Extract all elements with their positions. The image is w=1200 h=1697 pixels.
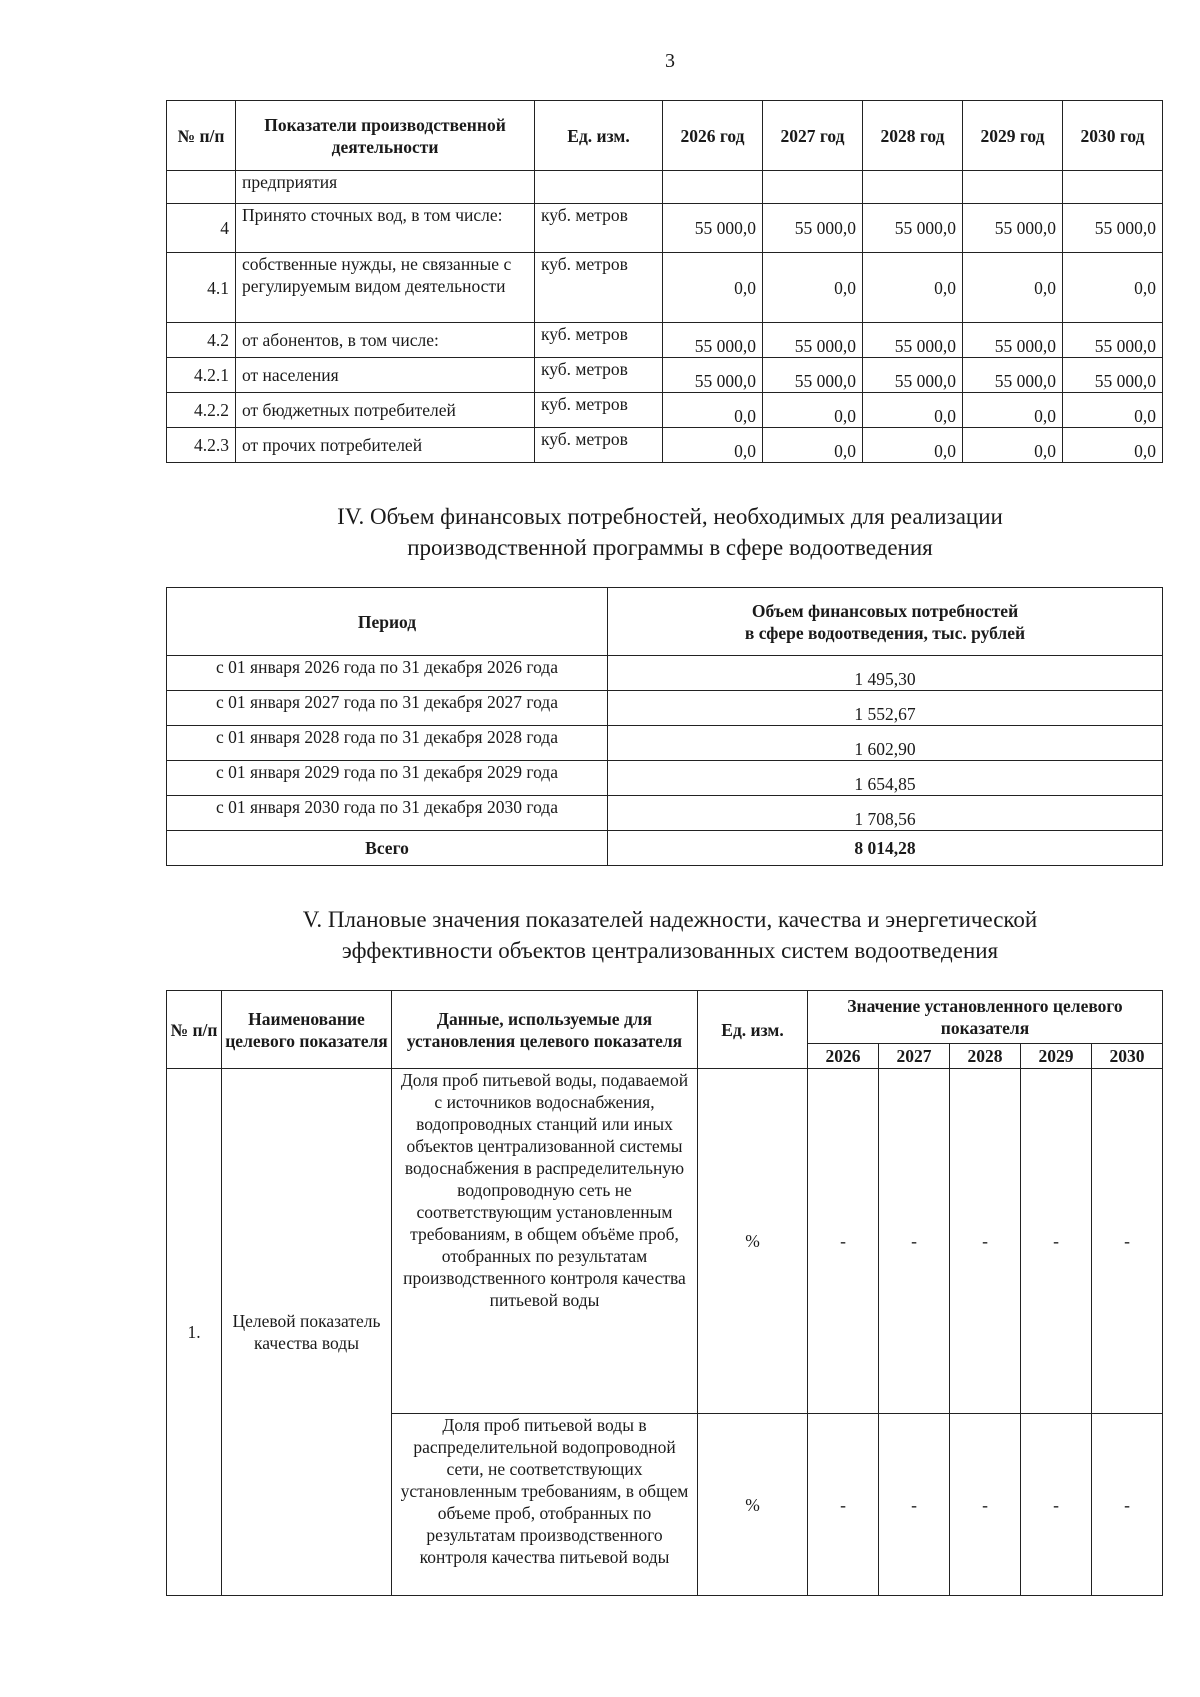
value-cell: 1 495,30 (608, 656, 1163, 691)
row-name: предприятия (236, 171, 535, 204)
row-unit (535, 171, 663, 204)
row-value: 0,0 (663, 393, 763, 428)
row-value: 0,0 (963, 393, 1063, 428)
table-row (167, 1069, 1163, 1414)
header-year: 2029 (1021, 1044, 1092, 1069)
row-value: - (879, 1069, 950, 1414)
row-value: 0,0 (1063, 253, 1163, 323)
row-name: от населения (236, 358, 535, 393)
table-row (167, 358, 1163, 393)
header-data-used: Данные, используемые для установления целевого показателя (392, 991, 698, 1069)
row-num: 4.1 (167, 253, 236, 323)
period-cell: с 01 января 2028 года по 31 декабря 2028 года (167, 726, 608, 761)
row-value: 55 000,0 (963, 323, 1063, 358)
row-unit: куб. метров (535, 358, 663, 393)
header-indicator: Показатели производственной деятельности (236, 101, 535, 171)
row-value: 55 000,0 (963, 204, 1063, 253)
period-cell: с 01 января 2030 года по 31 декабря 2030 года (167, 796, 608, 831)
row-value: 0,0 (863, 393, 963, 428)
row-value: 55 000,0 (763, 358, 863, 393)
row-num: 4.2.1 (167, 358, 236, 393)
header-num: № п/п (167, 991, 222, 1069)
table-row (167, 393, 1163, 428)
row-num (167, 171, 236, 204)
row-value (763, 171, 863, 204)
row-value: 55 000,0 (1063, 204, 1163, 253)
row-value: 0,0 (763, 393, 863, 428)
value-cell: 1 654,85 (608, 761, 1163, 796)
total-label: Всего (167, 831, 608, 866)
table-header-row (167, 101, 1163, 171)
row-value: 0,0 (963, 253, 1063, 323)
value-cell: 1 602,90 (608, 726, 1163, 761)
row-unit: % (698, 1414, 808, 1596)
row-value: - (1021, 1069, 1092, 1414)
header-year: 2026 (808, 1044, 879, 1069)
header-year: 2028 год (863, 101, 963, 171)
header-num: № п/п (167, 101, 236, 171)
header-unit: Ед. изм. (535, 101, 663, 171)
period-cell: с 01 января 2029 года по 31 декабря 2029 года (167, 761, 608, 796)
row-value: - (808, 1069, 879, 1414)
header-financial-volume (608, 588, 1163, 656)
row-name: Принято сточных вод, в том числе: (236, 204, 535, 253)
row-unit: куб. метров (535, 253, 663, 323)
header-year: 2027 год (763, 101, 863, 171)
table-header-row (167, 588, 1163, 656)
section-4-title (0, 501, 1200, 563)
value-cell: 1 552,67 (608, 691, 1163, 726)
section-4-title-line: IV. Объем финансовых потребностей, необходимых для реализации (337, 504, 1003, 529)
section-5-title-line: V. Плановые значения показателей надежности, качества и энергетической (302, 907, 1038, 932)
period-cell: с 01 января 2027 года по 31 декабря 2027 года (167, 691, 608, 726)
row-value: 0,0 (763, 428, 863, 463)
row-indicator-name: Целевой показатель качества воды (222, 1069, 392, 1596)
row-name: от бюджетных потребителей (236, 393, 535, 428)
row-value: - (1092, 1069, 1163, 1414)
row-value: - (1021, 1414, 1092, 1596)
row-value: 55 000,0 (763, 323, 863, 358)
section-4-title-line: производственной программы в сфере водоотведения (407, 535, 933, 560)
row-value: 0,0 (963, 428, 1063, 463)
row-value: 55 000,0 (863, 204, 963, 253)
row-num: 4.2.3 (167, 428, 236, 463)
header-line: в сфере водоотведения, тыс. рублей (744, 622, 1026, 643)
header-year: 2030 (1092, 1044, 1163, 1069)
row-value (863, 171, 963, 204)
section-5-title-line: эффективности объектов централизованных систем водоотведения (341, 938, 999, 963)
header-year: 2026 год (663, 101, 763, 171)
row-value: 0,0 (863, 253, 963, 323)
row-value: 0,0 (663, 428, 763, 463)
row-value: 55 000,0 (1063, 323, 1163, 358)
header-unit: Ед. изм. (698, 991, 808, 1069)
table-row (167, 691, 1163, 726)
row-value: 55 000,0 (863, 323, 963, 358)
row-value: 55 000,0 (663, 323, 763, 358)
row-unit: % (698, 1069, 808, 1414)
row-value: 55 000,0 (863, 358, 963, 393)
row-value: 55 000,0 (663, 204, 763, 253)
row-name: от прочих потребителей (236, 428, 535, 463)
row-num: 4.2.2 (167, 393, 236, 428)
period-cell: с 01 января 2026 года по 31 декабря 2026 года (167, 656, 608, 691)
header-year: 2030 год (1063, 101, 1163, 171)
production-table (166, 100, 1163, 463)
table-row (167, 761, 1163, 796)
header-year: 2029 год (963, 101, 1063, 171)
target-indicators-table (166, 990, 1163, 1596)
header-year: 2028 (950, 1044, 1021, 1069)
row-value: 0,0 (1063, 393, 1163, 428)
header-period: Период (167, 588, 608, 656)
row-value: 55 000,0 (663, 358, 763, 393)
row-value: 55 000,0 (963, 358, 1063, 393)
row-value: 0,0 (863, 428, 963, 463)
header-value-group: Значение установленного целевого показателя (808, 991, 1163, 1044)
row-unit: куб. метров (535, 204, 663, 253)
row-value (663, 171, 763, 204)
row-value (1063, 171, 1163, 204)
row-value: 0,0 (663, 253, 763, 323)
financial-needs-table (166, 587, 1163, 866)
row-name: собственные нужды, не связанные с регулируемым видом деятельности (236, 253, 535, 323)
row-value: - (808, 1414, 879, 1596)
row-value: - (950, 1069, 1021, 1414)
row-value (963, 171, 1063, 204)
row-value: - (1092, 1414, 1163, 1596)
total-row (167, 831, 1163, 866)
row-unit: куб. метров (535, 428, 663, 463)
table-row (167, 726, 1163, 761)
section-5-title (0, 904, 1200, 966)
row-name: от абонентов, в том числе: (236, 323, 535, 358)
header-indicator-name: Наименование целевого показателя (222, 991, 392, 1069)
table-header-row (167, 991, 1163, 1044)
total-value: 8 014,28 (608, 831, 1163, 866)
row-value: 55 000,0 (1063, 358, 1163, 393)
table-row (167, 656, 1163, 691)
row-data-description: Доля проб питьевой воды в распределительной водопроводной сети, не соответствующих установленным требованиям, в общем объеме проб, отобранных по результатам производственного контроля качества питьевой воды (392, 1414, 698, 1596)
header-line: Объем финансовых потребностей (751, 600, 1019, 621)
row-value: 55 000,0 (763, 204, 863, 253)
row-data-description: Доля проб питьевой воды, подаваемой с источников водоснабжения, водопроводных станций или иных объектов централизованной системы водоснабжения в распределительную водопроводную сеть не соответствующим установленным требованиям, в общем объёме проб, отобранных по результатам производственного контроля качества питьевой воды (392, 1069, 698, 1414)
row-value: 0,0 (1063, 428, 1163, 463)
table-row (167, 323, 1163, 358)
row-num: 4.2 (167, 323, 236, 358)
row-unit: куб. метров (535, 393, 663, 428)
table-row (167, 428, 1163, 463)
header-year: 2027 (879, 1044, 950, 1069)
table-row (167, 171, 1163, 204)
table-row (167, 253, 1163, 323)
row-value: 0,0 (763, 253, 863, 323)
row-num: 4 (167, 204, 236, 253)
row-unit: куб. метров (535, 323, 663, 358)
page-number: 3 (665, 50, 675, 72)
row-value: - (879, 1414, 950, 1596)
table-row (167, 796, 1163, 831)
row-num: 1. (167, 1069, 222, 1596)
table-row (167, 204, 1163, 253)
row-value: - (950, 1414, 1021, 1596)
value-cell: 1 708,56 (608, 796, 1163, 831)
